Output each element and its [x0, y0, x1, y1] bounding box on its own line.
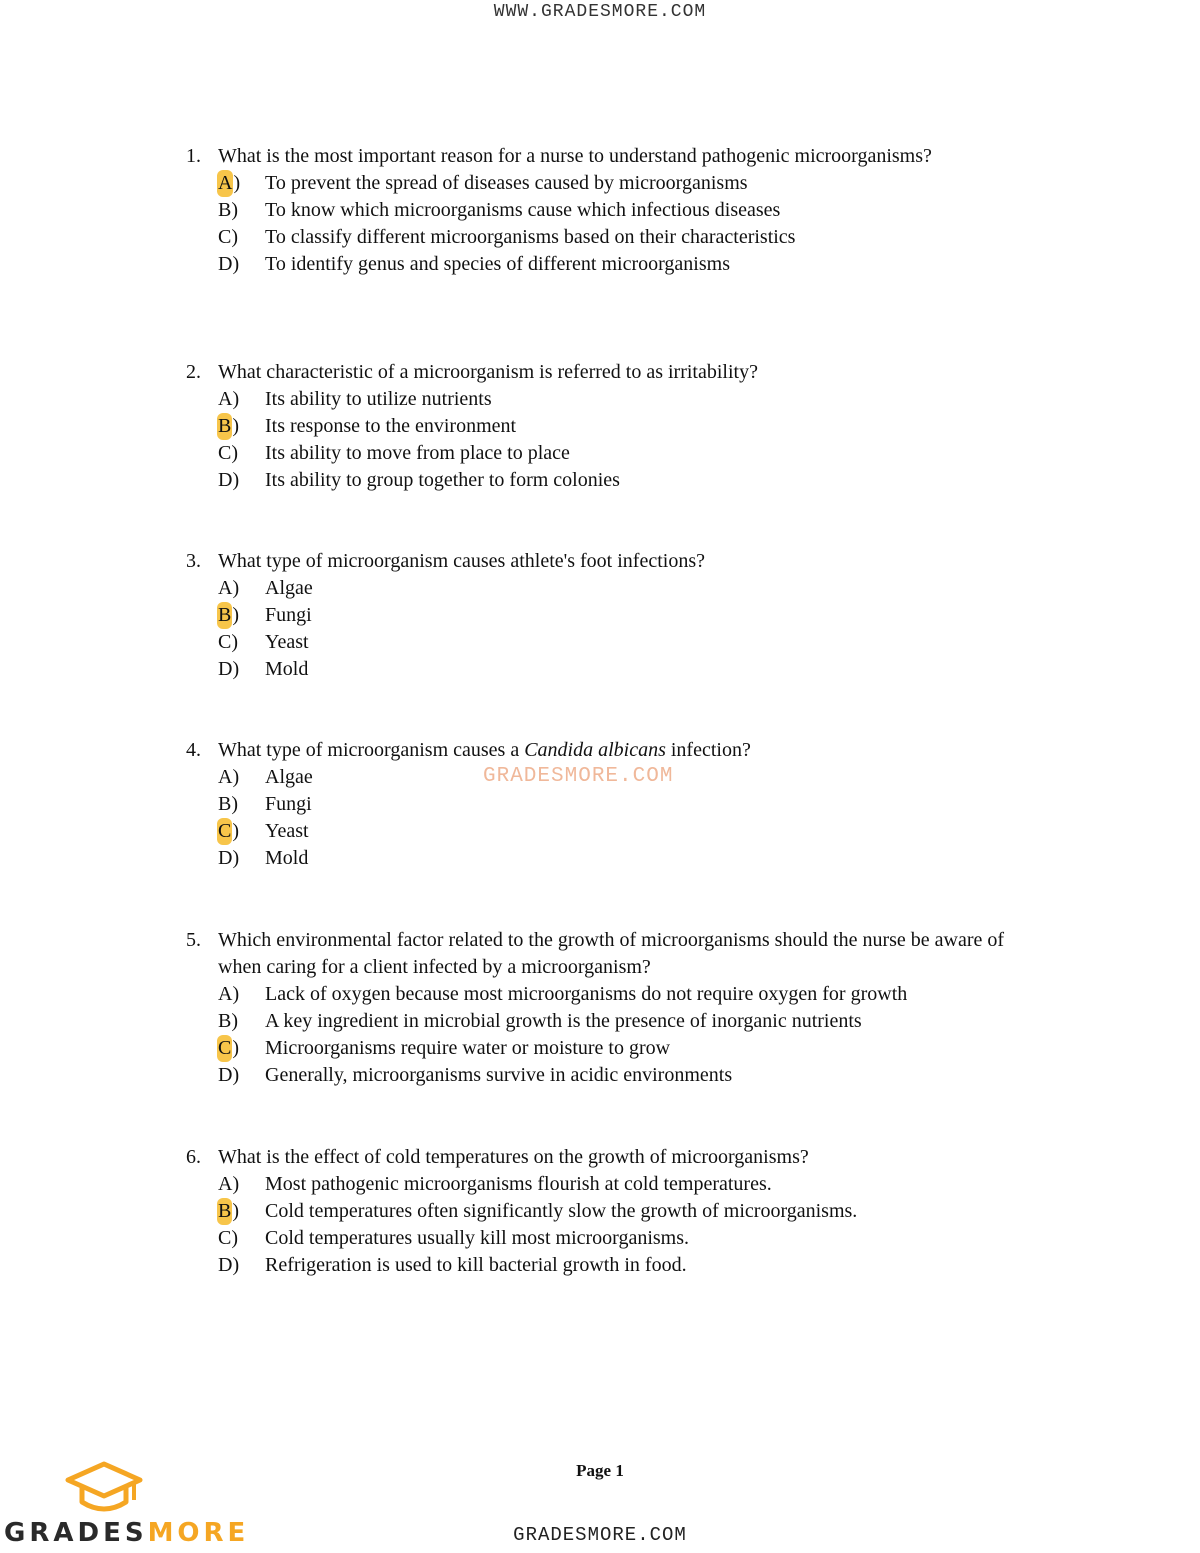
- option-text: Refrigeration is used to kill bacterial growth in food.: [265, 1254, 687, 1276]
- option-text: Fungi: [265, 793, 312, 815]
- option-text: Fungi: [265, 604, 312, 626]
- option-d: [186, 251, 1046, 278]
- option-letter: A): [218, 170, 265, 197]
- option-text: Mold: [265, 847, 309, 869]
- question-number: 4.: [186, 739, 201, 761]
- question-2: [186, 359, 1046, 494]
- option-b: [186, 413, 1046, 440]
- option-letter: C): [218, 631, 239, 653]
- option-text: Its ability to move from place to place: [265, 442, 570, 464]
- option-letter: C): [218, 818, 265, 845]
- option-text: To know which microorganisms cause which infectious diseases: [265, 199, 781, 221]
- option-text: Most pathogenic microorganisms flourish at cold temperatures.: [265, 1173, 772, 1195]
- option-letter: D): [218, 1254, 240, 1276]
- option-text: Its ability to utilize nutrients: [265, 388, 492, 410]
- option-c: [186, 1225, 1046, 1252]
- species-name: Candida albicans: [524, 739, 666, 761]
- question-6: [186, 1144, 1046, 1279]
- option-letter: D): [218, 658, 240, 680]
- option-b: [186, 197, 1046, 224]
- question-number: 5.: [186, 929, 201, 951]
- question-stem: What is the effect of cold temperatures on the growth of microorganisms?: [218, 1146, 809, 1168]
- option-b: [186, 1198, 1046, 1225]
- option-text: Cold temperatures often significantly slow the growth of microorganisms.: [265, 1200, 858, 1222]
- option-text: Mold: [265, 658, 309, 680]
- question-number: 2.: [186, 361, 201, 383]
- option-letter: C): [218, 226, 239, 248]
- option-text: To prevent the spread of diseases caused by microorganisms: [265, 172, 748, 194]
- option-letter: A): [218, 766, 240, 788]
- option-a: [186, 575, 1046, 602]
- option-letter: B): [218, 1198, 265, 1225]
- watermark-text: GRADESMORE.COM: [483, 765, 674, 788]
- question-stem: What type of microorganism causes athlete's foot infections?: [218, 550, 705, 572]
- option-text: Algae: [265, 577, 313, 599]
- option-d: [186, 1062, 1046, 1089]
- option-text: Lack of oxygen because most microorganisms do not require oxygen for growth: [265, 983, 908, 1005]
- option-letter: D): [218, 253, 240, 275]
- option-letter: D): [218, 1064, 240, 1086]
- option-text: Generally, microorganisms survive in acidic environments: [265, 1064, 733, 1086]
- option-c: [186, 629, 1046, 656]
- question-stem: What is the most important reason for a nurse to understand pathogenic microorganisms?: [218, 145, 932, 167]
- option-text: To identify genus and species of different microorganisms: [265, 253, 730, 275]
- option-b: [186, 791, 1046, 818]
- option-letter: C): [218, 442, 239, 464]
- option-letter: B): [218, 793, 239, 815]
- option-text: Its response to the environment: [265, 415, 517, 437]
- option-letter: A): [218, 1173, 240, 1195]
- option-b: [186, 602, 1046, 629]
- option-text: Yeast: [265, 820, 309, 842]
- option-letter: C): [218, 1227, 239, 1249]
- question-number: 1.: [186, 145, 201, 167]
- logo-wordmark: GRADESMORE: [4, 1518, 250, 1548]
- question-3: [186, 548, 1046, 683]
- option-d: [186, 845, 1046, 872]
- option-letter: B): [218, 602, 265, 629]
- graduation-cap-icon: [64, 1460, 144, 1518]
- option-a: [186, 386, 1046, 413]
- question-stem: What characteristic of a microorganism is referred to as irritability?: [218, 361, 758, 383]
- question-stem: Which environmental factor related to the growth of microorganisms should the nurse be aware of when caring for a client infected by a microorganism?: [218, 929, 1005, 978]
- option-d: [186, 656, 1046, 683]
- option-c: [186, 440, 1046, 467]
- option-letter: A): [218, 577, 240, 599]
- option-text: Its ability to group together to form colonies: [265, 469, 620, 491]
- option-letter: B): [218, 199, 239, 221]
- option-text: To classify different microorganisms based on their characteristics: [265, 226, 796, 248]
- question-stem: What type of microorganism causes a Candida albicans infection?: [218, 739, 751, 761]
- option-c: [186, 818, 1046, 845]
- option-text: A key ingredient in microbial growth is the presence of inorganic nutrients: [265, 1010, 862, 1032]
- option-letter: B): [218, 413, 265, 440]
- option-text: Yeast: [265, 631, 309, 653]
- page-number: Page 1: [576, 1461, 624, 1480]
- option-b: [186, 1008, 1046, 1035]
- option-letter: D): [218, 847, 240, 869]
- option-d: [186, 1252, 1046, 1279]
- question-number: 3.: [186, 550, 201, 572]
- option-letter: A): [218, 983, 240, 1005]
- option-text: Cold temperatures usually kill most microorganisms.: [265, 1227, 690, 1249]
- option-text: Algae: [265, 766, 313, 788]
- option-letter: C): [218, 1035, 265, 1062]
- option-a: [186, 170, 1046, 197]
- option-a: [186, 1171, 1046, 1198]
- option-letter: B): [218, 1010, 239, 1032]
- option-text: Microorganisms require water or moisture to grow: [265, 1037, 671, 1059]
- option-c: [186, 1035, 1046, 1062]
- option-a: [186, 981, 1046, 1008]
- option-letter: A): [218, 388, 240, 410]
- option-d: [186, 467, 1046, 494]
- option-letter: D): [218, 469, 240, 491]
- header-url: WWW.GRADESMORE.COM: [493, 2, 707, 22]
- question-5: [186, 927, 1046, 1089]
- footer-url: GRADESMORE.COM: [513, 1524, 687, 1546]
- question-1: [186, 143, 1046, 278]
- question-4: [186, 737, 1046, 872]
- option-c: [186, 224, 1046, 251]
- question-number: 6.: [186, 1146, 201, 1168]
